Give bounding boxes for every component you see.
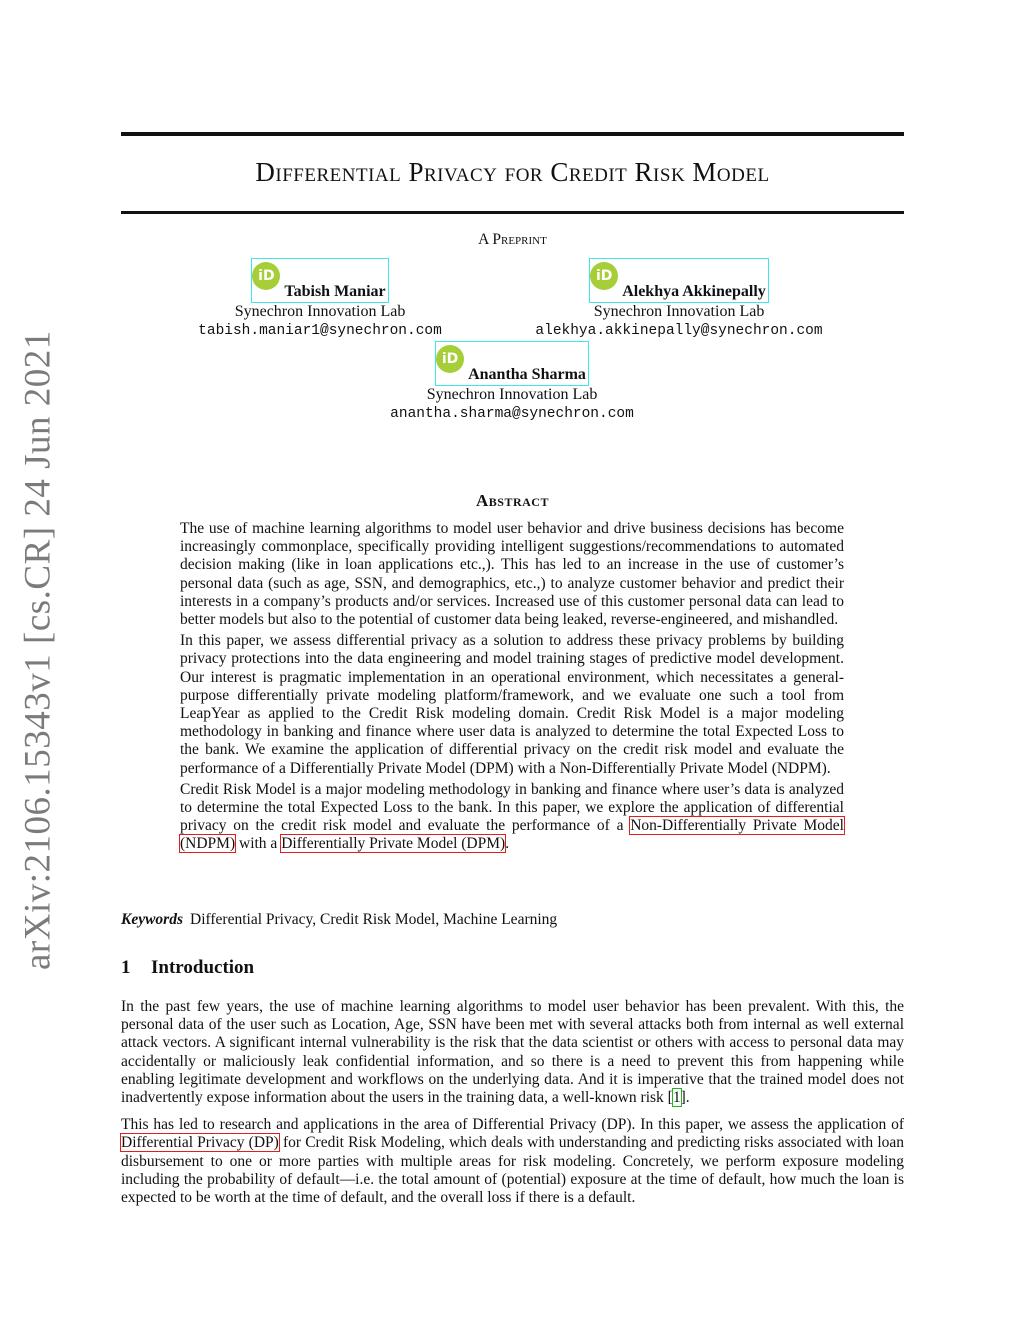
- body-text: for Credit Risk Modeling, which deals with understanding and predicting risks associated with loan disbursement to one or more parties with multiple areas for risk modeling. Concretely, we perform exposure modeling including the probability of default—i.e. the total amount of (potential) exposure at the time of default, how much the loan is expected to be worth at the time of default, and the overall loss if there is a default.: [121, 1134, 905, 1207]
- abstract-text: Credit Risk Model is a major modeling methodology in banking and finance where user’s data is analyzed to determine the total Expected Loss to the bank. In this paper, we explore the application of differential privacy on the credit risk model and evaluate the performance of a: [180, 780, 844, 835]
- author-affiliation: Synechron Innovation Lab: [234, 303, 406, 320]
- abstract-text: .: [505, 835, 510, 853]
- author-name: Tabish Maniar: [284, 283, 386, 300]
- section-number: 1: [121, 957, 131, 978]
- orcid-icon[interactable]: iD: [252, 262, 280, 290]
- author-email[interactable]: alekhya.akkinepally@synechron.com: [535, 323, 823, 339]
- author-link[interactable]: [589, 258, 769, 303]
- section-heading: [121, 957, 254, 979]
- body-paragraph: [121, 998, 904, 1107]
- author-email[interactable]: tabish.maniar1@synechron.com: [198, 323, 442, 339]
- abstract-text: with a: [235, 835, 282, 853]
- abstract-paragraph: The use of machine learning algorithms to model user behavior and drive business decisions has become increasingly commonplace, specifically providing intelligent suggestions/recommendations to automated decision making (like in loan applications etc.,). This has led to an increase in the use of customer’s personal data (such as age, SSN, and demographics, etc.,) to analyze customer behavior and predict their interests in a company’s products and/or services. Increased use of this customer personal data can lead to better models but also to the potential of customer data being leaked, reverse-engineered, and mishandled.: [180, 520, 844, 629]
- author-email[interactable]: anantha.sharma@synechron.com: [390, 406, 634, 422]
- orcid-icon[interactable]: iD: [436, 345, 464, 373]
- body-paragraph: [121, 1116, 904, 1207]
- abstract-heading: Abstract: [476, 491, 549, 510]
- author-affiliation: Synechron Innovation Lab: [426, 386, 598, 403]
- author-block: [362, 341, 662, 423]
- title-rule-bottom: [121, 211, 904, 214]
- abstract-body: [180, 520, 844, 857]
- abstract-paragraph: [180, 781, 844, 854]
- keywords-line: [121, 911, 557, 929]
- author-name: Alekhya Akkinepally: [622, 283, 766, 300]
- author-link[interactable]: [435, 341, 589, 386]
- author-block: [185, 258, 455, 340]
- body-text: In the past few years, the use of machine learning algorithms to model user behavior has been prevalent. With this, the personal data of the user such as Location, Age, SSN have been met with several attacks both from internal as well external attack vectors. A significant internal vulnerability is the risk that the data scientist or others with access to personal data may accidentally or maliciously leak confidential information, and so there is a need to prevent this from happening while enabling legitimate development and workflows on the underlying data. And it is imperative that the trained model does not inadvertently expose information about the users in the training data, a well-known risk [: [121, 998, 904, 1107]
- author-block: [519, 258, 839, 340]
- acronym-link-dpm[interactable]: Differentially Private Model (DPM): [281, 835, 506, 853]
- arxiv-identifier[interactable]: arXiv:2106.15343v1 [cs.CR] 24 Jun 2021: [17, 330, 59, 970]
- body-text: ].: [680, 1089, 690, 1107]
- keywords-list: Differential Privacy, Credit Risk Model, Machine Learning: [190, 911, 558, 928]
- paper-title: Differential Privacy for Credit Risk Model: [255, 157, 770, 187]
- title-rule-top: [121, 132, 904, 136]
- keywords-label: Keywords: [121, 911, 183, 928]
- preprint-label: A Preprint: [478, 231, 547, 248]
- acronym-link-ndpm[interactable]: Non-Differentially Private Model (NDPM): [180, 817, 844, 853]
- section-title: Introduction: [151, 957, 255, 978]
- abstract-paragraph: In this paper, we assess differential privacy as a solution to address these privacy problems by building privacy protections into the data engineering and model training stages of predictive model development. Our interest is pragmatic implementation in an operational environment, which necessitates a general-purpose differentially private modeling platform/framework, and we evaluate one such a tool from LeapYear as applied to the Credit Risk modeling domain. Credit Risk Model is a major modeling methodology in banking and finance where user data is analyzed to determine the total Expected Loss to the bank. We examine the application of differential privacy on the credit risk model and evaluate the performance of a Differentially Private Model (DPM) with a Non-Differentially Private Model (NDPM).: [180, 632, 844, 777]
- orcid-icon[interactable]: iD: [590, 262, 618, 290]
- author-link[interactable]: [251, 258, 388, 303]
- acronym-link-dp[interactable]: Differential Privacy (DP): [121, 1134, 279, 1152]
- body-text: This has led to research and applications in the area of Differential Privacy (DP). In this paper, we assess the application of: [121, 1116, 904, 1134]
- citation-link[interactable]: 1: [672, 1089, 681, 1107]
- author-affiliation: Synechron Innovation Lab: [593, 303, 765, 320]
- author-name: Anantha Sharma: [468, 366, 586, 383]
- introduction-body: [121, 998, 904, 1216]
